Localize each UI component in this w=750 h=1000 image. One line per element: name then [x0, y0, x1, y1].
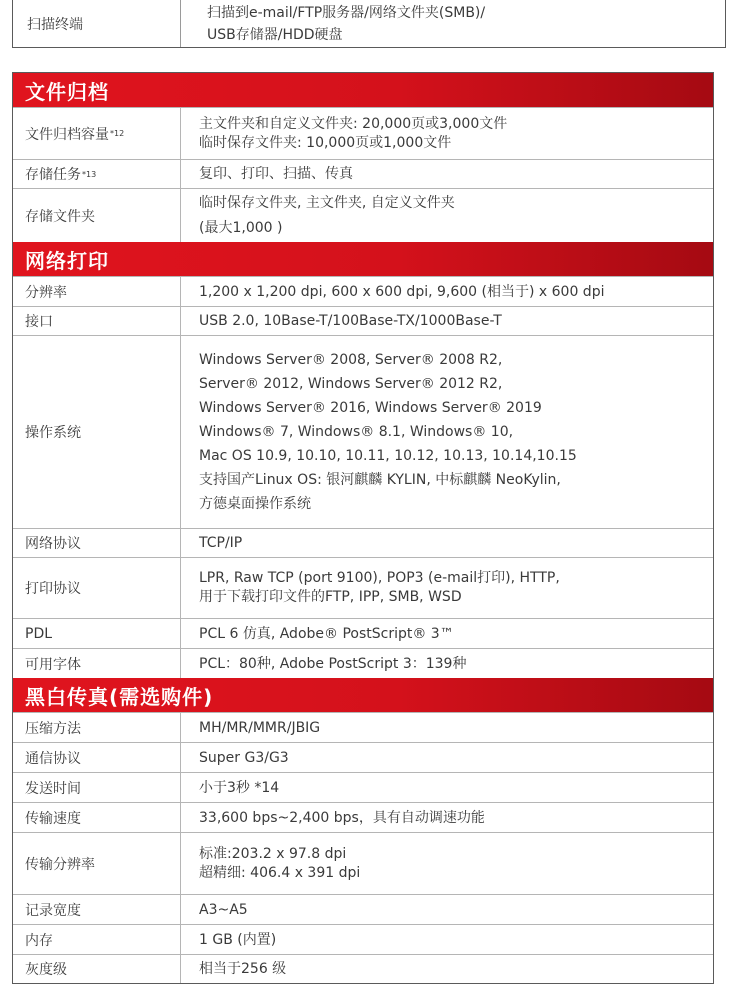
spec-value [181, 307, 713, 335]
value-line: 1 GB (内置) [199, 931, 277, 948]
spec-label-text: 接口 [25, 314, 53, 330]
spec-value [181, 925, 713, 954]
value-line: (最大1,000 ) [199, 219, 283, 236]
value-line: MH/MR/MMR/JBIG [199, 719, 321, 736]
spec-value [181, 895, 713, 924]
spec-label [13, 619, 181, 648]
value-line: 1,200 x 1,200 dpi, 600 x 600 dpi, 9,600 (相当于) x 600 dpi [199, 283, 605, 300]
spec-value [181, 529, 713, 557]
spec-value [181, 803, 713, 832]
value-line: Super G3/G3 [199, 749, 289, 766]
value-line: 超精细: 406.4 x 391 dpi [199, 864, 361, 881]
value-line: Mac OS 10.9, 10.10, 10.11, 10.12, 10.13, 10.14,10.15 [199, 448, 577, 464]
footnote-marker: *13 [82, 169, 97, 179]
spec-value [181, 955, 713, 983]
value-line: 主文件夹和自定义文件夹: 20,000页或3,000文件 [199, 115, 508, 132]
value-line: USB存储器/HDD硬盘 [207, 26, 343, 43]
spec-row [13, 712, 713, 742]
value-line: 支持国产Linux OS: 银河麒麟 KYLIN, 中标麒麟 NeoKylin, [199, 472, 561, 488]
spec-label-text: 分辨率 [25, 284, 67, 301]
spec-row [13, 306, 713, 335]
spec-label [13, 833, 181, 894]
section-header: 文件归档 [13, 73, 713, 107]
value-line: 复印、打印、扫描、传真 [199, 166, 353, 182]
spec-value [181, 336, 713, 528]
spec-label-text: 文件归档容量 [25, 126, 109, 143]
spec-row [13, 276, 713, 306]
spec-label [13, 189, 181, 242]
section-header: 网络打印 [13, 242, 713, 276]
section-header: 黑白传真(需选购件) [13, 678, 713, 712]
spec-label [13, 160, 181, 188]
spec-label [13, 108, 181, 159]
value-line: 小于3秒 *14 [199, 779, 280, 796]
spec-label [13, 743, 181, 772]
spec-label-text: 存储文件夹 [25, 208, 95, 225]
spec-row [13, 335, 713, 528]
value-line: Windows Server® 2008, Server® 2008 R2, [199, 352, 503, 368]
spec-value [181, 833, 713, 894]
value-line: 用于下载打印文件的FTP, IPP, SMB, WSD [199, 589, 462, 605]
spec-label [13, 336, 181, 528]
value-line: 扫描到e-mail/FTP服务器/网络文件夹(SMB)/ [207, 4, 486, 21]
value-line: Windows Server® 2016, Windows Server® 2019 [199, 400, 542, 416]
spec-row [13, 742, 713, 772]
spec-label-text: 传输速度 [25, 810, 81, 827]
spec-row [13, 954, 713, 983]
spec-label-text: 内存 [25, 932, 53, 949]
spec-label [13, 558, 181, 618]
spec-label-text: 网络协议 [25, 536, 81, 552]
spec-label-text: 记录宽度 [25, 902, 81, 919]
value-line: Server® 2012, Windows Server® 2012 R2, [199, 376, 503, 392]
spec-row [13, 894, 713, 924]
scan-destination-table [12, 0, 726, 48]
value-line: TCP/IP [199, 535, 243, 551]
spec-table [12, 72, 714, 984]
spec-row [13, 802, 713, 832]
spec-label-text: 打印协议 [25, 581, 81, 597]
spec-label-text: PDL [25, 625, 53, 642]
spec-value [181, 649, 713, 678]
spec-label-text: 存储任务 [25, 167, 81, 183]
spec-label [13, 803, 181, 832]
spec-label [13, 307, 181, 335]
footnote-marker: *12 [110, 129, 125, 138]
value-line: A3~A5 [199, 901, 248, 918]
value-line: PCL 6 仿真, Adobe® PostScript® 3™ [199, 625, 454, 642]
spec-row [13, 648, 713, 678]
spec-row [13, 557, 713, 618]
spec-label-text: 操作系统 [25, 425, 81, 441]
spec-row [13, 159, 713, 188]
spec-value [181, 743, 713, 772]
spec-row [13, 188, 713, 242]
spec-label [13, 925, 181, 954]
spec-label [13, 529, 181, 557]
value-line: LPR, Raw TCP (port 9100), POP3 (e-mail打印), HTTP, [199, 570, 560, 586]
value-line: PCL：80种, Adobe PostScript 3：139种 [199, 655, 467, 672]
spec-label-text: 可用字体 [25, 656, 81, 673]
spec-row [13, 528, 713, 557]
spec-value [181, 713, 713, 742]
value-line: 方德桌面操作系统 [199, 496, 311, 512]
spec-value [181, 619, 713, 648]
value-line: 相当于256 级 [199, 961, 287, 977]
spec-row [13, 107, 713, 159]
spec-value [181, 189, 713, 242]
spec-value [181, 773, 713, 802]
spec-label-text: 灰度级 [25, 962, 67, 978]
spec-label [13, 649, 181, 678]
scan-destination-value [181, 0, 725, 47]
spec-row [13, 832, 713, 894]
value-line: USB 2.0, 10Base-T/100Base-TX/1000Base-T [199, 313, 502, 329]
value-line: 临时保存文件夹: 10,000页或1,000文件 [199, 134, 452, 151]
spec-label [13, 713, 181, 742]
spec-label-text: 传输分辨率 [25, 856, 95, 873]
spec-label [13, 895, 181, 924]
value-line: 临时保存文件夹, 主文件夹, 自定义文件夹 [199, 194, 455, 211]
spec-value [181, 277, 713, 306]
spec-value [181, 160, 713, 188]
scan-destination-label: 扫描终端 [13, 0, 181, 47]
value-line: Windows® 7, Windows® 8.1, Windows® 10, [199, 424, 514, 440]
spec-label-text: 发送时间 [25, 780, 81, 797]
spec-label [13, 773, 181, 802]
value-line: 33,600 bps~2,400 bps，具有自动调速功能 [199, 809, 485, 826]
spec-value [181, 108, 713, 159]
spec-row [13, 618, 713, 648]
spec-row [13, 772, 713, 802]
spec-value [181, 558, 713, 618]
spec-label [13, 277, 181, 306]
spec-label-text: 压缩方法 [25, 720, 81, 737]
value-line: 标准:203.2 x 97.8 dpi [199, 845, 347, 862]
spec-row [13, 924, 713, 954]
spec-label [13, 955, 181, 983]
spec-label-text: 通信协议 [25, 750, 81, 767]
